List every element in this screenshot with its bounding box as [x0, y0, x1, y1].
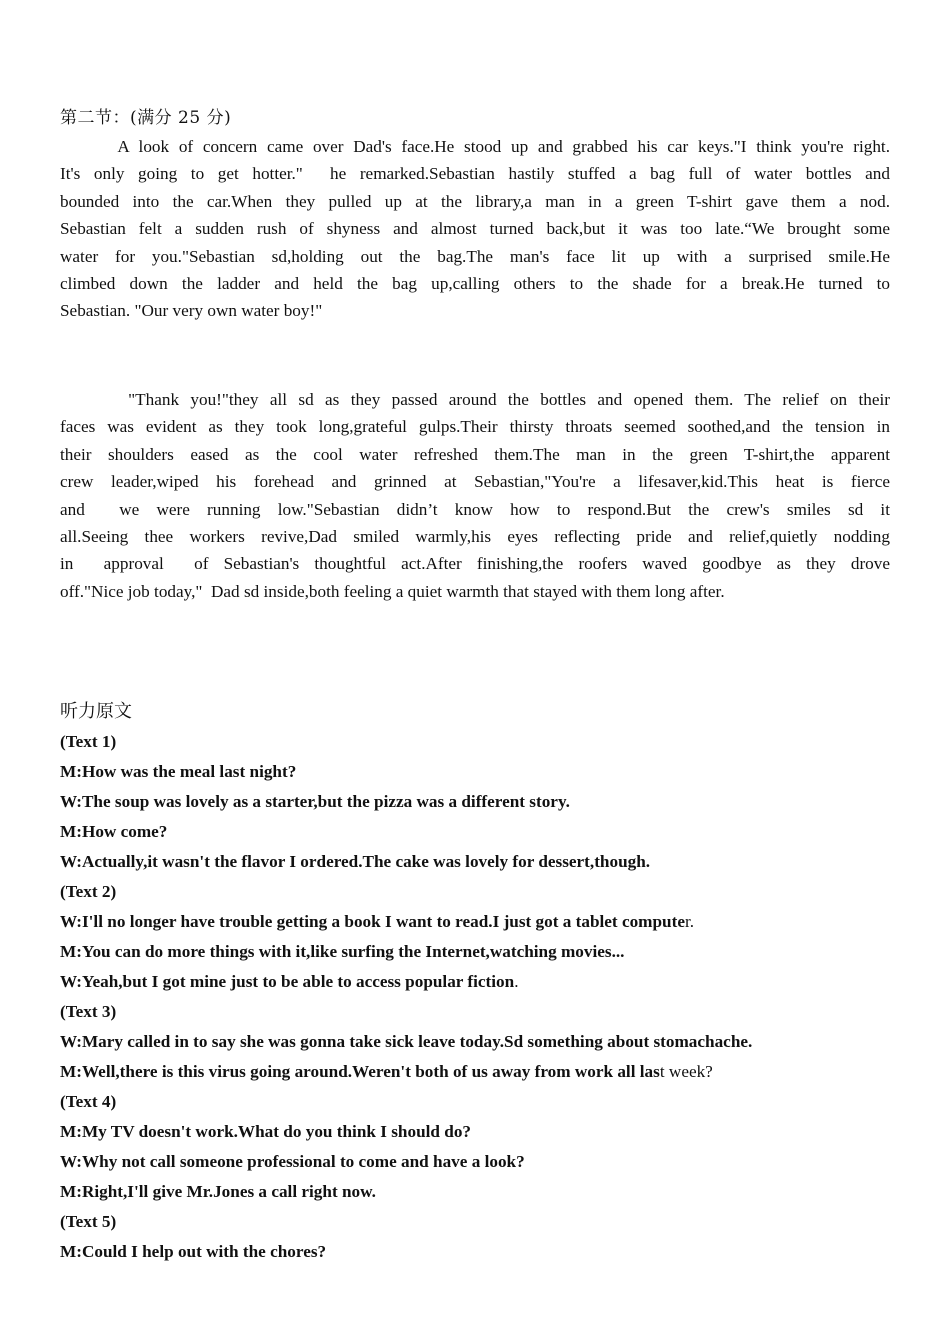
script-line	[60, 727, 920, 757]
script-line-tail: .	[514, 972, 519, 991]
script-line-bold: (Text 2)	[60, 882, 117, 901]
script-line-bold: (Text 1)	[60, 732, 117, 751]
passage-paragraph-1	[60, 133, 890, 325]
paragraph-line: off."Nice job today," Dad sd inside,both feeling a quiet warmth that stayed with them long after.	[60, 581, 725, 601]
paragraph-line: Sebastian felt a sudden rush of shyness and almost turned back,but it was too late.“We brought some	[60, 219, 890, 239]
script-line-bold: M:Right,I'll give Mr.Jones a call right now.	[60, 1182, 376, 1201]
paragraph-line: crew leader,wiped his forehead and grinned at Sebastian,"You're a lifesaver,kid.This heat is fierce	[60, 472, 890, 492]
script-line	[60, 1087, 920, 1117]
script-line	[60, 757, 920, 787]
script-line-bold: (Text 5)	[60, 1212, 117, 1231]
script-line-bold: W:I'll no longer have trouble getting a book I want to read.I just got a tablet compute	[60, 912, 685, 931]
listening-script	[60, 727, 920, 1267]
script-line-bold: W:The soup was lovely as a starter,but the pizza was a different story.	[60, 792, 570, 811]
script-line-tail: t week?	[659, 1062, 713, 1081]
script-line-bold: M:You can do more things with it,like surfing the Internet,watching movies...	[60, 942, 625, 961]
script-line-bold: M:My TV doesn't work.What do you think I should do?	[60, 1122, 472, 1141]
script-line-bold: M:Well,there is this virus going around.Weren't both of us away from work all las	[60, 1062, 660, 1081]
script-line	[60, 1147, 920, 1177]
paragraph-line: It's only going to get hotter." he remarked.Sebastian hastily stuffed a bag full of water bottles and	[60, 164, 890, 184]
paragraph-line: climbed down the ladder and held the bag up,calling others to the shade for a break.He turned to	[60, 274, 890, 294]
script-line	[60, 1117, 920, 1147]
script-line	[60, 1177, 920, 1207]
script-line	[60, 817, 920, 847]
script-line	[60, 847, 920, 877]
script-line	[60, 967, 920, 997]
script-line-bold: W:Actually,it wasn't the flavor I ordered.The cake was lovely for dessert,though.	[60, 852, 651, 871]
script-line-bold: W:Why not call someone professional to come and have a look?	[60, 1152, 525, 1171]
script-line	[60, 1057, 920, 1087]
script-line-bold: W:Mary called in to say she was gonna take sick leave today.Sd something about stomachache.	[60, 1032, 753, 1051]
paragraph-line: A look of concern came over Dad's face.He stood up and grabbed his car keys."I think you're right.	[60, 137, 890, 156]
script-line-tail: r.	[684, 912, 695, 931]
section-heading: 第二节：(满分 25 分)	[60, 108, 232, 128]
script-line-bold: M:How come?	[60, 822, 168, 841]
paragraph-line: and we were running low."Sebastian didn’t know how to respond.But the crew's smiles sd it	[60, 499, 890, 519]
paragraph-line: their shoulders eased as the cool water refreshed them.The man in the green T-shirt,the apparent	[60, 444, 890, 464]
paragraph-line: bounded into the car.When they pulled up at the library,a man in a green T-shirt gave them a nod.	[60, 191, 890, 211]
paragraph-line: water for you."Sebastian sd,holding out the bag.The man's face lit up with a surprised smile.He	[60, 246, 890, 266]
paragraph-line: all.Seeing thee workers revive,Dad smiled warmly,his eyes reflecting pride and relief,quietly nodding	[60, 527, 890, 547]
script-line	[60, 877, 920, 907]
script-line	[60, 1237, 920, 1267]
script-line	[60, 1207, 920, 1237]
script-line-bold: W:Yeah,but I got mine just to be able to access popular fiction	[60, 972, 515, 991]
listening-script-title: 听力原文	[60, 701, 132, 722]
script-line	[60, 907, 920, 937]
paragraph-line: faces was evident as they took long,grateful gulps.Their thirsty throats seemed soothed,and the tension in	[60, 417, 890, 437]
passage-paragraph-2	[60, 386, 890, 605]
script-line	[60, 787, 920, 817]
script-line-bold: M:How was the meal last night?	[60, 762, 297, 781]
paragraph-line: Sebastian. "Our very own water boy!"	[60, 301, 323, 321]
script-line-bold: (Text 4)	[60, 1092, 117, 1111]
script-line	[60, 937, 920, 967]
script-line-bold: M:Could I help out with the chores?	[60, 1242, 327, 1261]
script-line	[60, 997, 920, 1027]
script-line-bold: (Text 3)	[60, 1002, 117, 1021]
paragraph-line: in approval of Sebastian's thoughtful act.After finishing,the roofers waved goodbye as they drove	[60, 554, 890, 574]
paragraph-line: "Thank you!"they all sd as they passed around the bottles and opened them. The relief on their	[60, 390, 890, 409]
script-line	[60, 1027, 920, 1057]
